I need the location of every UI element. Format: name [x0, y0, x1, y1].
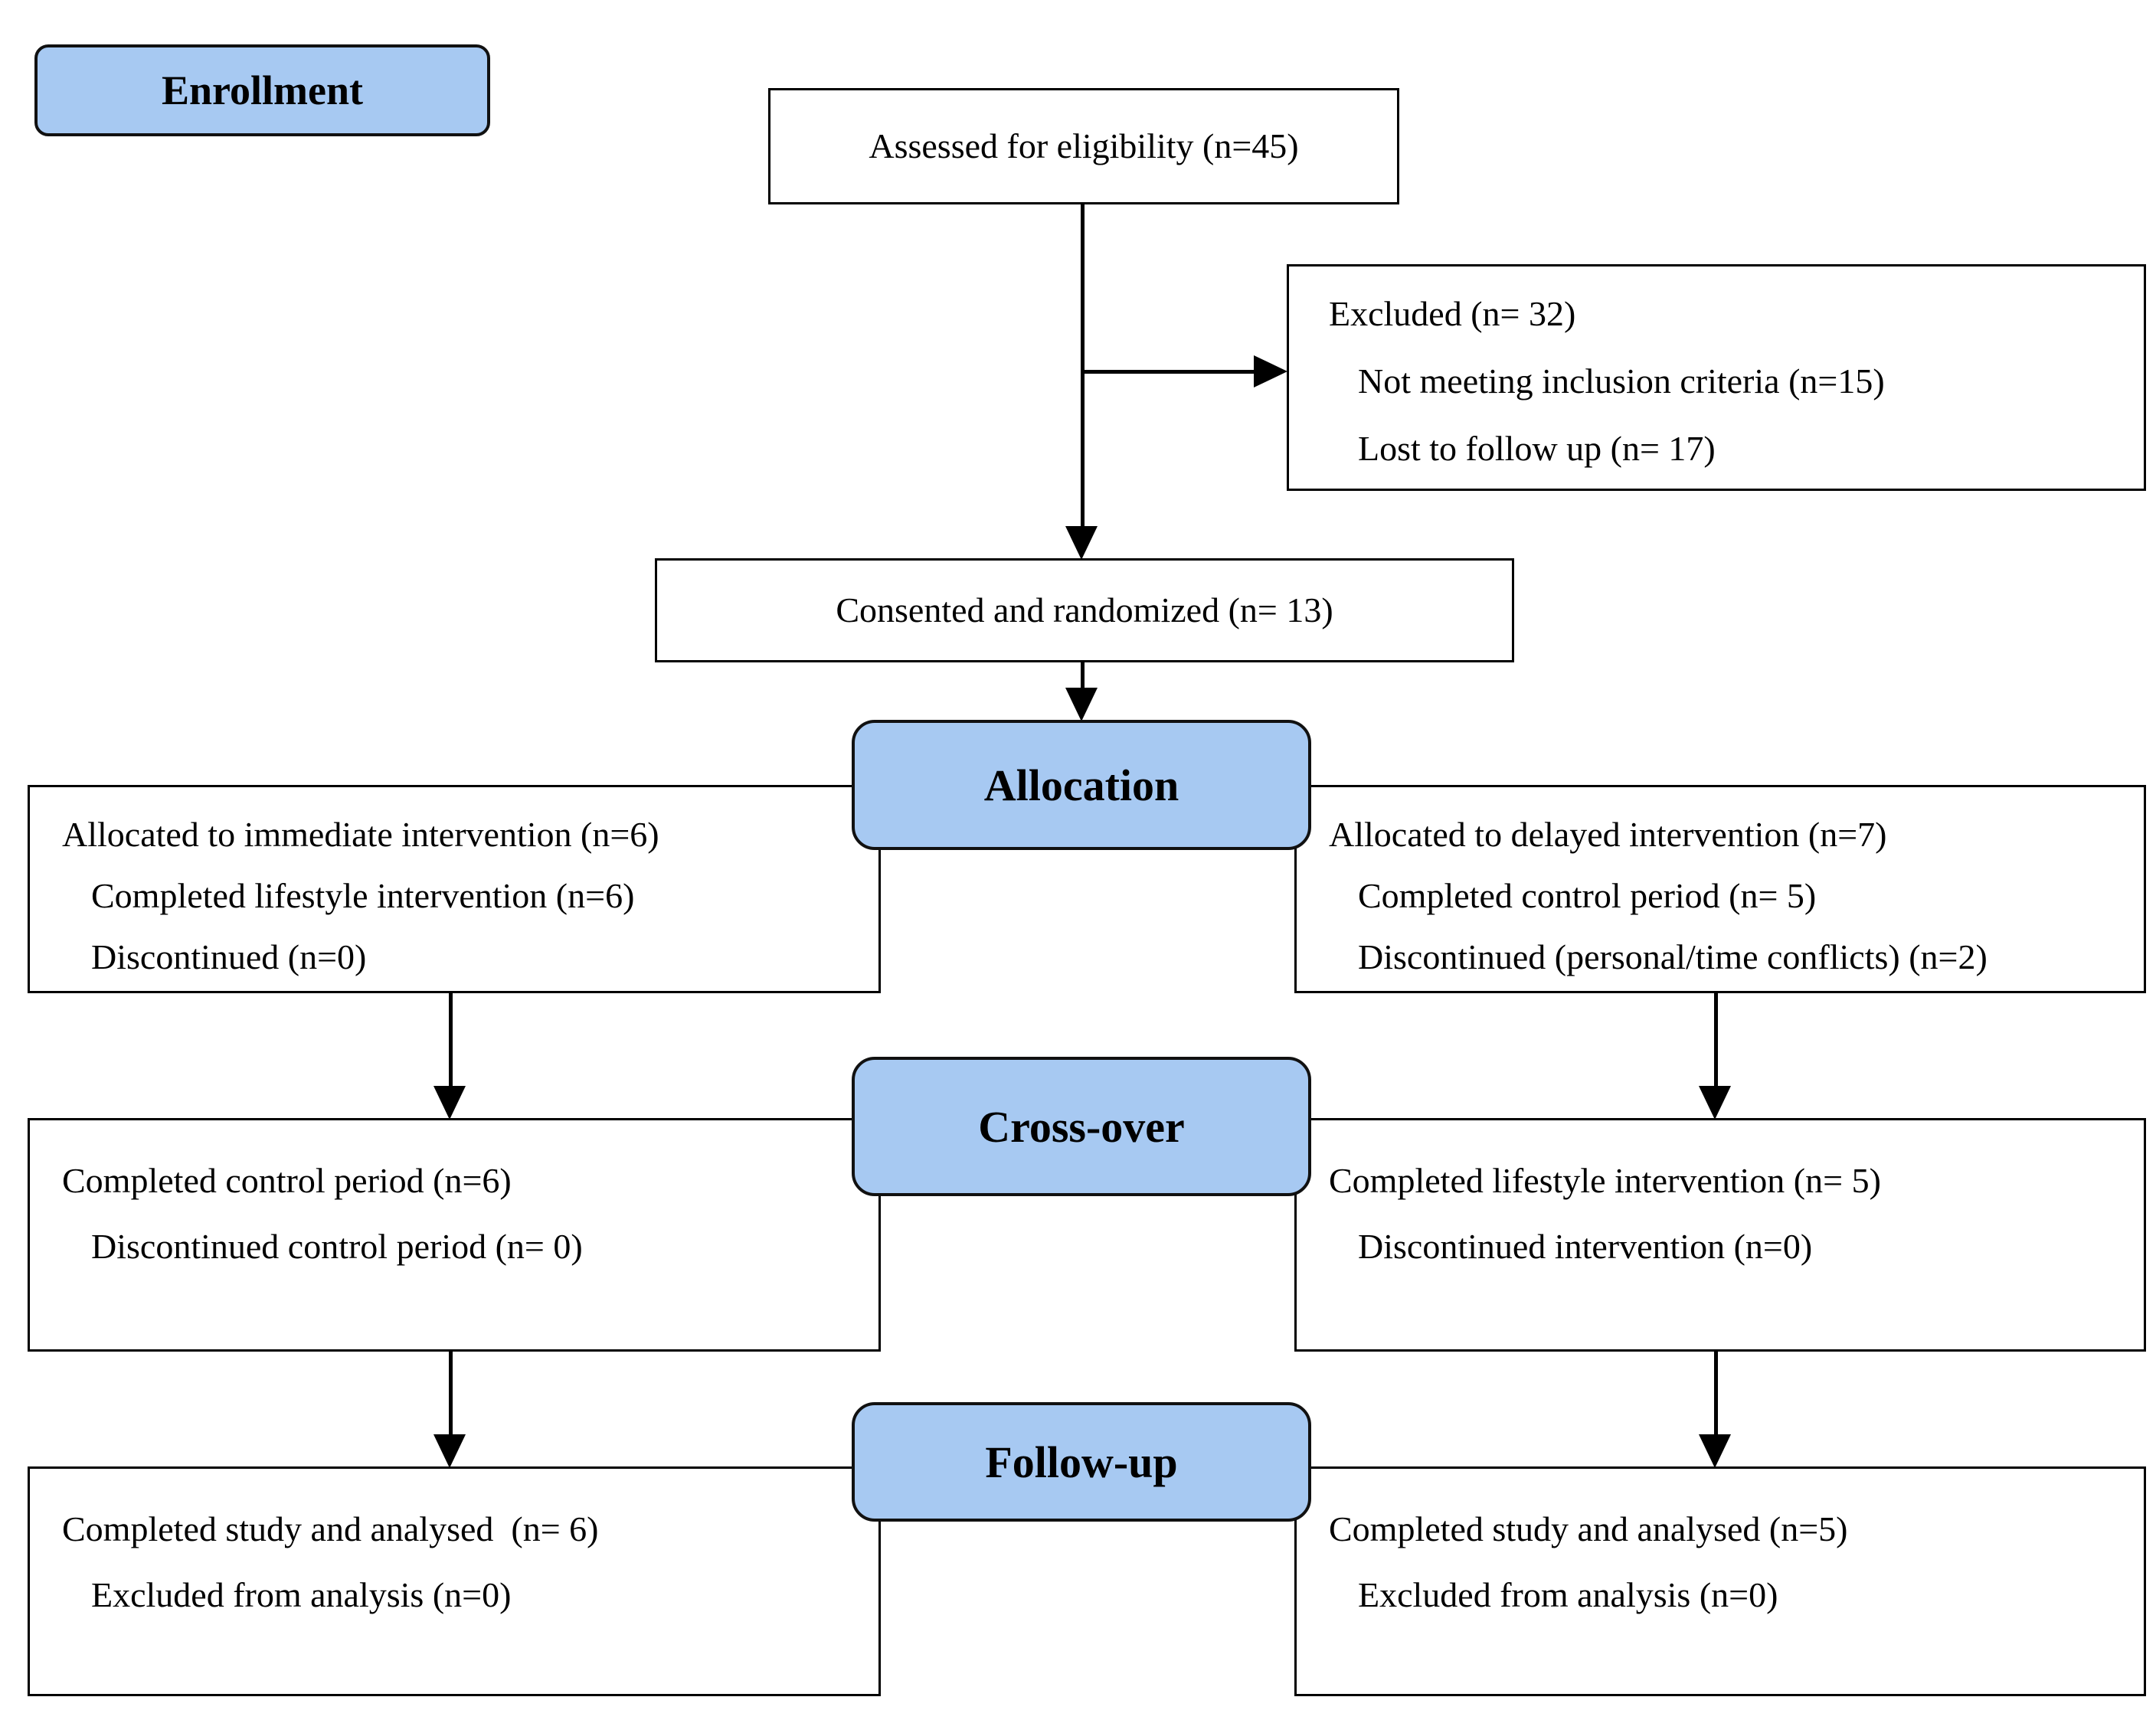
- stage-label-crossover: [852, 1057, 1311, 1196]
- crossover-right-line: Completed lifestyle intervention (n= 5): [1329, 1161, 1881, 1200]
- connector-assessed-to-consented: [1081, 204, 1085, 529]
- excluded-line: Excluded (n= 32): [1329, 294, 1576, 333]
- box-allocation-delayed-intervention: [1294, 785, 2146, 993]
- box-assessed-for-eligibility: [768, 88, 1399, 204]
- followup-right-line: Excluded from analysis (n=0): [1358, 1575, 1778, 1614]
- crossover-left-line: Completed control period (n=6): [62, 1161, 512, 1200]
- allocation-left-line: Completed lifestyle intervention (n=6): [91, 876, 635, 915]
- assessed-text: Assessed for eligibility (n=45): [869, 126, 1299, 165]
- excluded-line: Lost to follow up (n= 17): [1358, 429, 1716, 468]
- arrowhead-down-icon: [1699, 1086, 1731, 1120]
- box-crossover-right: [1294, 1118, 2146, 1352]
- arrowhead-down-icon: [1065, 688, 1098, 721]
- arrowhead-down-icon: [433, 1086, 466, 1120]
- excluded-line: Not meeting inclusion criteria (n=15): [1358, 361, 1885, 401]
- stage-label-followup: [852, 1402, 1311, 1522]
- consented-text: Consented and randomized (n= 13): [836, 590, 1333, 629]
- box-allocation-immediate-intervention: [28, 785, 881, 993]
- connector-crossover-left-to-followup-left: [449, 1352, 453, 1437]
- allocation-right-line: Completed control period (n= 5): [1358, 876, 1817, 915]
- connector-crossover-right-to-followup-right: [1714, 1352, 1718, 1437]
- connector-branch-to-excluded: [1082, 370, 1257, 374]
- allocation-right-line: Discontinued (personal/time conflicts) (n=2): [1358, 937, 1988, 976]
- stage-label-followup-text: Follow-up: [985, 1437, 1178, 1487]
- stage-label-crossover-text: Cross-over: [978, 1101, 1185, 1152]
- crossover-left-line: Discontinued control period (n= 0): [91, 1227, 583, 1266]
- followup-left-line: Completed study and analysed (n= 6): [62, 1509, 599, 1548]
- stage-label-allocation: [852, 720, 1311, 850]
- crossover-right-line: Discontinued intervention (n=0): [1358, 1227, 1813, 1266]
- box-followup-left: [28, 1466, 881, 1696]
- arrowhead-right-icon: [1254, 355, 1287, 387]
- box-followup-right: [1294, 1466, 2146, 1696]
- stage-label-allocation-text: Allocation: [983, 760, 1179, 810]
- followup-right-line: Completed study and analysed (n=5): [1329, 1509, 1848, 1548]
- arrowhead-down-icon: [433, 1434, 466, 1468]
- stage-label-enrollment-text: Enrollment: [161, 67, 363, 113]
- allocation-left-line: Discontinued (n=0): [91, 937, 367, 976]
- allocation-left-line: Allocated to immediate intervention (n=6): [62, 815, 659, 854]
- box-excluded: [1287, 264, 2146, 491]
- followup-left-line: Excluded from analysis (n=0): [91, 1575, 512, 1614]
- connector-allocation-left-to-crossover-left: [449, 993, 453, 1088]
- stage-label-enrollment: [34, 44, 490, 136]
- box-consented-randomized: [655, 558, 1514, 662]
- allocation-right-line: Allocated to delayed intervention (n=7): [1329, 815, 1887, 854]
- connector-allocation-right-to-crossover-right: [1714, 993, 1718, 1088]
- arrowhead-down-icon: [1699, 1434, 1731, 1468]
- box-crossover-left: [28, 1118, 881, 1352]
- arrowhead-down-icon: [1065, 526, 1098, 560]
